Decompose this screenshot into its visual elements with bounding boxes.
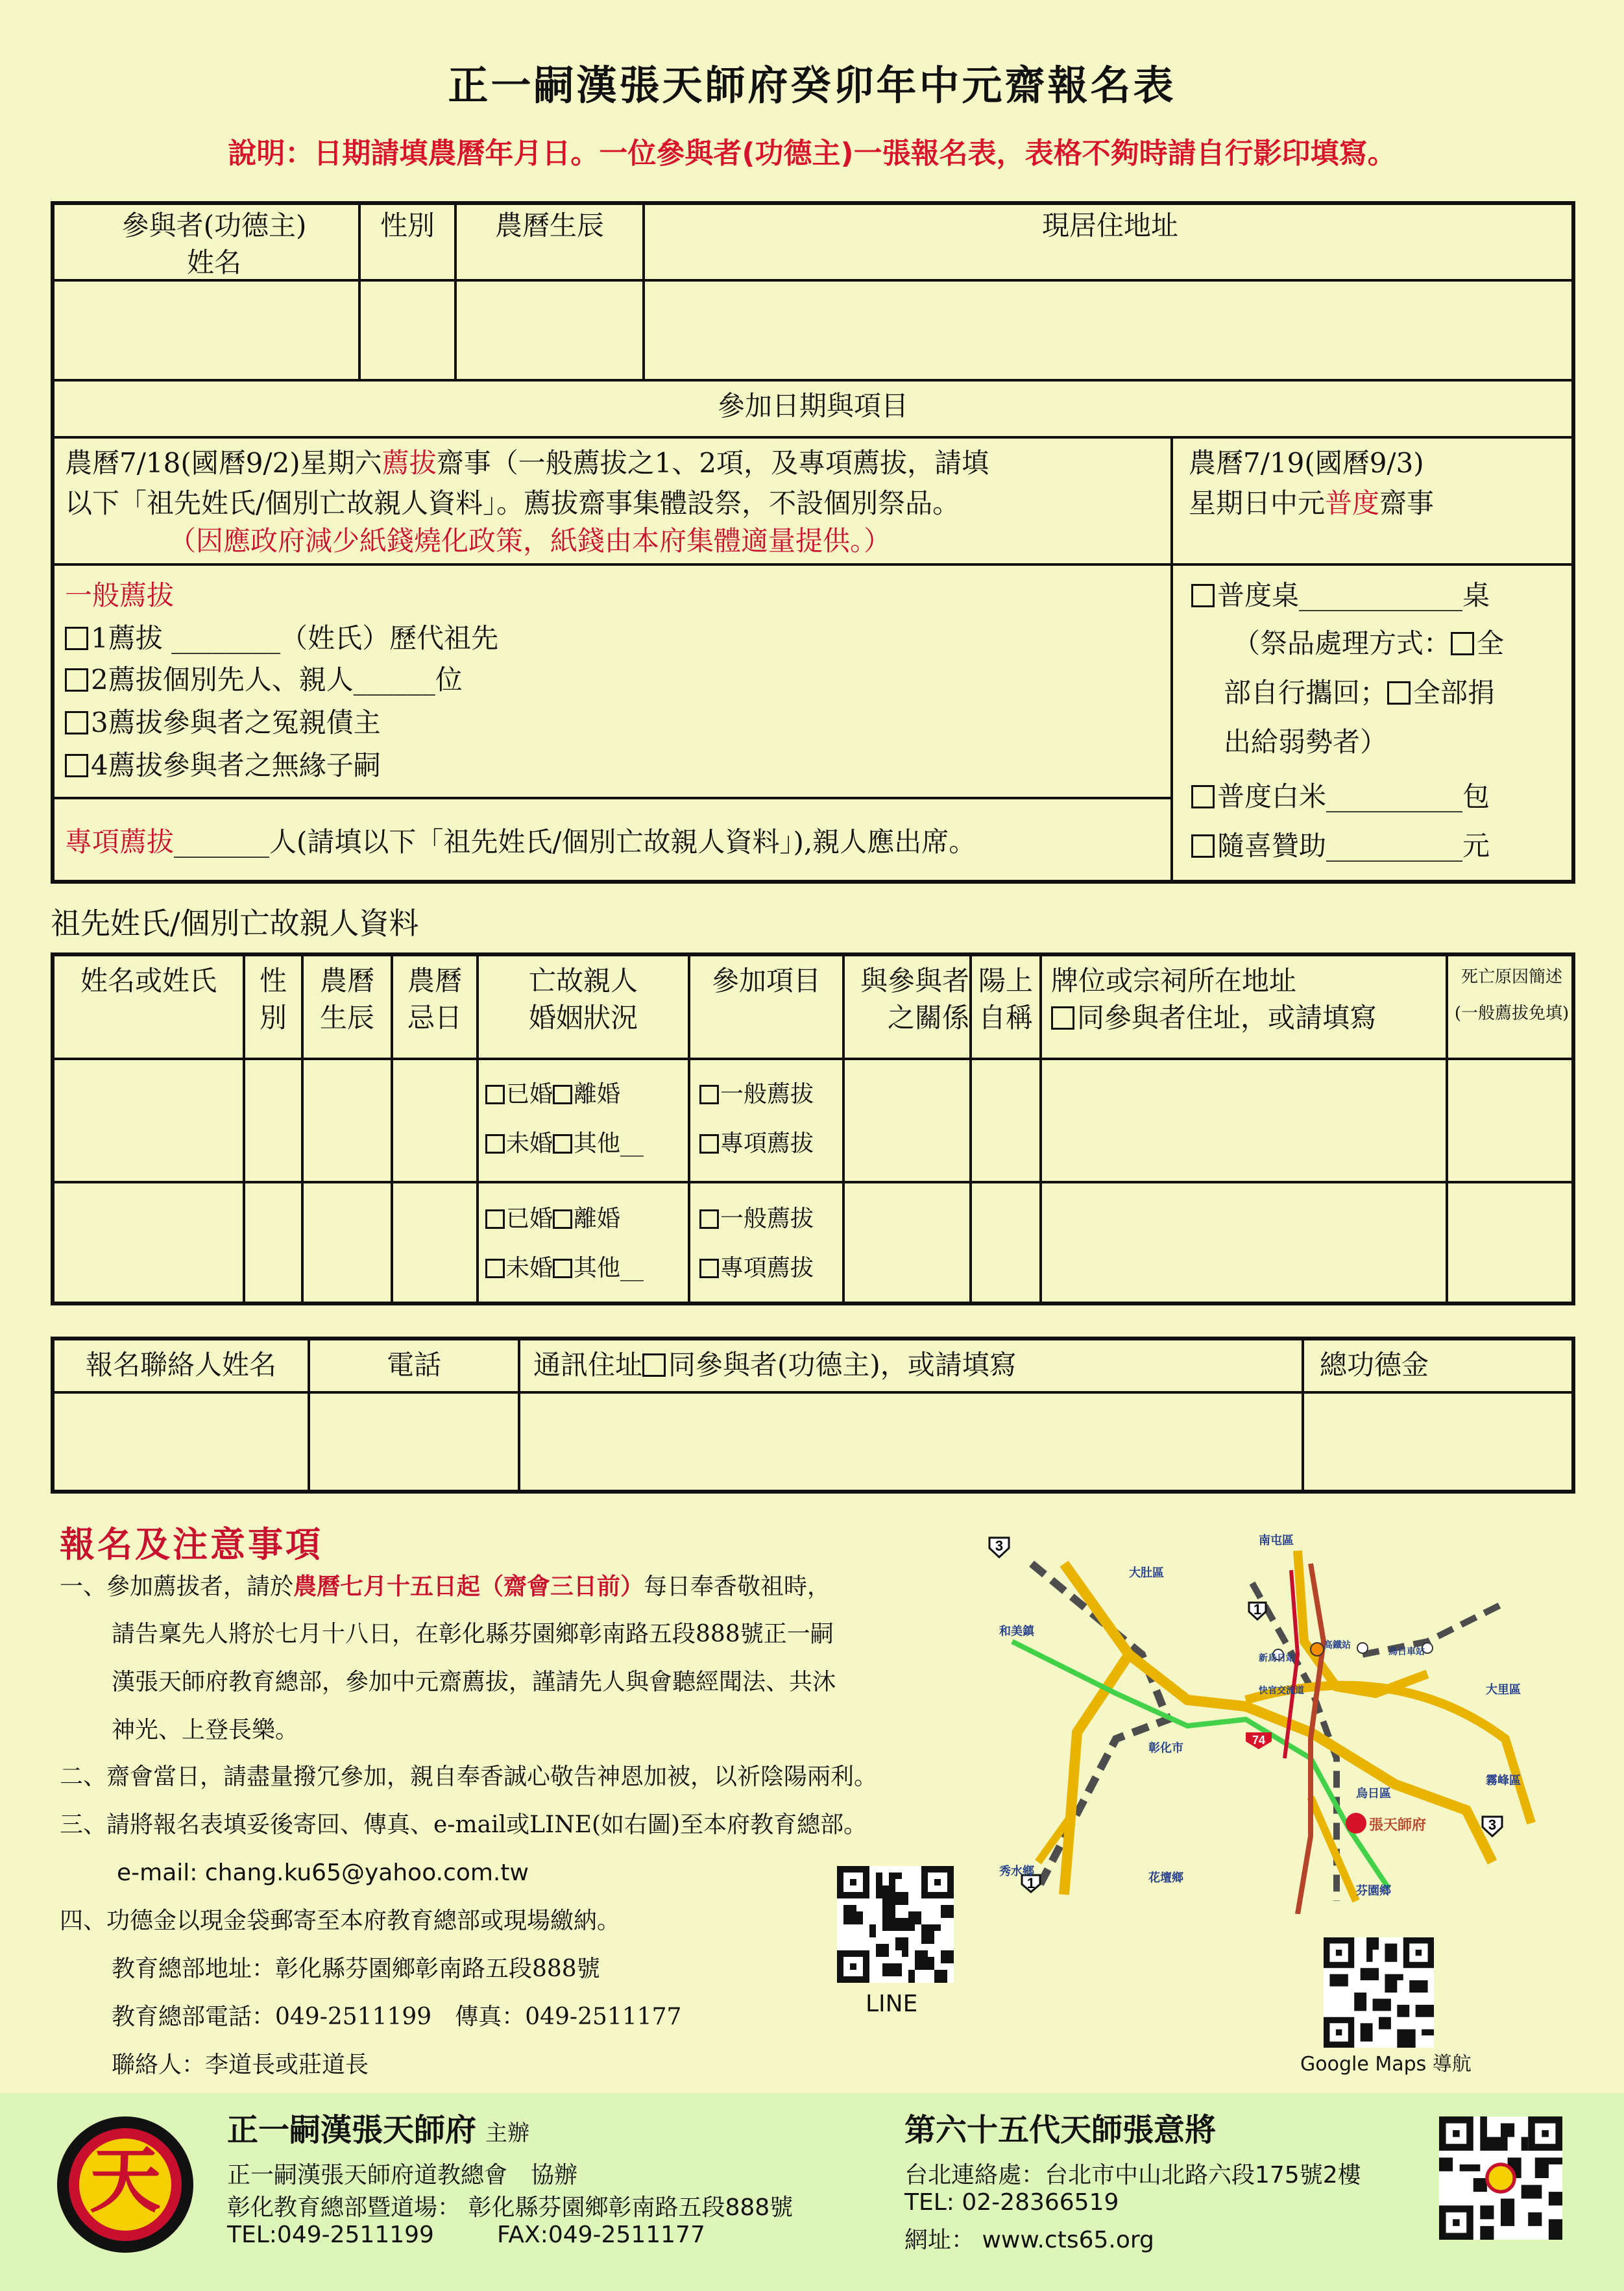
col-ancestor-sex: 性 別 bbox=[259, 965, 287, 1034]
svg-text:新烏日站: 新烏日站 bbox=[1259, 1653, 1295, 1663]
day1-line2: 以下「祖先姓氏/個別亡故親人資料」。薦拔齋事集體設祭，不設個別祭品。 bbox=[65, 487, 960, 519]
hq-phone: 教育總部電話：049-2511199 傳真：049-2511177 bbox=[112, 2004, 682, 2030]
col-marital-status: 亡故親人 婚姻狀況 bbox=[528, 965, 638, 1034]
offering-note[interactable]: （祭品處理方式： 全 bbox=[1233, 627, 1505, 659]
footer-tel: TEL:049-2511199 bbox=[227, 2222, 434, 2248]
tianshi-logo bbox=[57, 2116, 193, 2253]
note-4: 四、功德金以現金袋郵寄至本府教育總部或現場繳納。 bbox=[60, 1908, 621, 1934]
col-ancestor-name: 姓名或姓氏 bbox=[80, 965, 217, 997]
checkbox-icon[interactable] bbox=[699, 1085, 719, 1104]
checkbox-icon[interactable] bbox=[553, 1085, 572, 1104]
col-participant-name: 參與者(功德主) 姓名 bbox=[121, 210, 307, 278]
marital-options-row2b[interactable]: 未婚 其他__ bbox=[485, 1254, 644, 1284]
footer-website[interactable]: 網址： www.cts65.org bbox=[904, 2227, 1154, 2253]
svg-text:烏日區: 烏日區 bbox=[1356, 1787, 1391, 1800]
col-death-cause: 死亡原因簡述 (一般薦拔免填) bbox=[1454, 967, 1569, 1023]
checkbox-icon[interactable] bbox=[1051, 1006, 1074, 1030]
svg-text:烏日車站: 烏日車站 bbox=[1388, 1646, 1425, 1656]
contact-person: 聯絡人：李道長或莊道長 bbox=[112, 2052, 369, 2078]
general-item-3[interactable]: 3薦拔參與者之冤親債主 bbox=[65, 705, 381, 742]
participant-address-field[interactable] bbox=[645, 283, 1573, 378]
general-item-1[interactable]: 1薦拔 ________（姓氏）歷代祖先 bbox=[65, 620, 498, 657]
item-options-row2b[interactable]: 專項薦拔 bbox=[699, 1254, 814, 1284]
marital-options-row1b[interactable]: 未婚 其他__ bbox=[485, 1129, 644, 1159]
form-title: 正一嗣漢張天師府癸卯年中元齋報名表 bbox=[448, 62, 1176, 109]
location-map bbox=[973, 1525, 1544, 1914]
svg-text:霧峰區: 霧峰區 bbox=[1486, 1774, 1521, 1787]
checkbox-icon[interactable] bbox=[699, 1209, 719, 1229]
general-item-2[interactable]: 2薦拔個別先人、親人______位 bbox=[65, 662, 463, 699]
line-qr-code[interactable] bbox=[837, 1866, 954, 1983]
pudu-rice-option[interactable]: 普度白米__________包 bbox=[1191, 779, 1490, 816]
footer-org: 正一嗣漢張天師府 主辦 bbox=[227, 2112, 530, 2148]
google-maps-qr-code[interactable] bbox=[1324, 1937, 1434, 2048]
col-address: 現居住地址 bbox=[1041, 210, 1178, 241]
col-tablet-address[interactable]: 牌位或宗祠所在地址 同參與者住址，或請填寫 bbox=[1051, 965, 1377, 1034]
dates-header: 參加日期與項目 bbox=[717, 390, 908, 422]
day1-line3: （因應政府減少紙錢燒化政策，紙錢由本府集體適量提供。） bbox=[169, 525, 891, 557]
svg-text:張天師府: 張天師府 bbox=[1369, 1817, 1427, 1833]
general-item-4[interactable]: 4薦拔參與者之無緣子嗣 bbox=[65, 747, 381, 784]
col-total-donation: 總功德金 bbox=[1320, 1349, 1429, 1381]
day1-line1: 農曆7/18(國曆9/2)星期六薦拔齋事（一般薦拔之1、2項，及專項薦拔，請填 bbox=[65, 447, 989, 479]
col-self-title: 陽上 自稱 bbox=[978, 965, 1033, 1034]
note-1: 一、參加薦拔者，請於農曆七月十五日起（齋會三日前）每日奉香敬祖時， bbox=[60, 1573, 831, 1600]
col-contact-phone: 電話 bbox=[386, 1349, 441, 1381]
hq-address: 教育總部地址：彰化縣芬園鄉彰南路五段888號 bbox=[112, 1956, 600, 1982]
checkbox-icon[interactable] bbox=[485, 1134, 505, 1154]
checkbox-icon[interactable] bbox=[65, 711, 88, 734]
svg-text:芬園鄉: 芬園鄉 bbox=[1356, 1884, 1391, 1897]
item-options-row1[interactable]: 一般薦拔 bbox=[699, 1080, 814, 1110]
checkbox-icon[interactable] bbox=[1451, 632, 1474, 655]
svg-text:大里區: 大里區 bbox=[1486, 1683, 1521, 1696]
item-options-row1b[interactable]: 專項薦拔 bbox=[699, 1129, 814, 1159]
checkbox-icon[interactable] bbox=[485, 1209, 505, 1229]
svg-text:大肚區: 大肚區 bbox=[1129, 1566, 1164, 1579]
col-contact-name: 報名聯絡人姓名 bbox=[85, 1349, 276, 1381]
offering-note-3: 出給弱勢者） bbox=[1224, 726, 1388, 758]
note-1c: 請告稟先人將於七月十八日，在彰化縣芬園鄉彰南路五段888號正一嗣 bbox=[112, 1621, 834, 1647]
col-sex: 性別 bbox=[380, 210, 435, 241]
col-participation-item: 參加項目 bbox=[711, 965, 821, 997]
col-ancestor-death: 農曆 忌日 bbox=[407, 965, 462, 1034]
svg-text:和美鎮: 和美鎮 bbox=[999, 1625, 1034, 1638]
checkbox-icon[interactable] bbox=[65, 668, 88, 692]
pudu-table-option[interactable]: 普度桌____________桌 bbox=[1191, 577, 1490, 614]
checkbox-icon[interactable] bbox=[1387, 681, 1411, 705]
marital-options-row1[interactable]: 已婚 離婚 bbox=[485, 1080, 620, 1110]
marital-options-row2[interactable]: 已婚 離婚 bbox=[485, 1204, 620, 1235]
footer-assoc: 正一嗣漢張天師府道教總會 協辦 bbox=[227, 2162, 578, 2188]
checkbox-icon[interactable] bbox=[485, 1085, 505, 1104]
checkbox-icon[interactable] bbox=[553, 1134, 572, 1154]
route-3-marker: 3 bbox=[995, 1538, 1004, 1554]
svg-text:秀水鄉: 秀水鄉 bbox=[999, 1865, 1034, 1878]
footer-qr-code[interactable] bbox=[1439, 2116, 1562, 2240]
footer-hq: 彰化教育總部暨道場： 彰化縣芬園鄉彰南路五段888號 bbox=[227, 2194, 794, 2221]
col-ancestor-birth: 農曆 生辰 bbox=[319, 965, 374, 1034]
day2-line1: 農曆7/19(國曆9/3) bbox=[1189, 447, 1424, 479]
col-relation: 與參與者 之關係 bbox=[860, 965, 969, 1034]
note-1e: 神光、上登長樂。 bbox=[112, 1717, 299, 1743]
instruction-notice: 說明：日期請填農曆年月日。一位參與者(功德主)一張報名表，表格不夠時請自行影印填寫。 bbox=[228, 137, 1396, 170]
item-options-row2[interactable]: 一般薦拔 bbox=[699, 1204, 814, 1235]
col-contact-address[interactable]: 通訊住址 同參與者(功德主)，或請填寫 bbox=[533, 1349, 1017, 1381]
participant-sex-field[interactable] bbox=[361, 283, 453, 378]
footer-taipei-office: 台北連絡處：台北市中山北路六段175號2樓 bbox=[904, 2162, 1361, 2188]
checkbox-icon[interactable] bbox=[553, 1209, 572, 1229]
footer-tel2: TEL: 02-28366519 bbox=[904, 2189, 1119, 2216]
checkbox-icon[interactable] bbox=[1191, 834, 1215, 858]
destination-marker bbox=[1346, 1813, 1366, 1834]
line-label: LINE bbox=[866, 1991, 918, 2017]
participant-name-field[interactable] bbox=[55, 283, 357, 378]
footer-fax: FAX:049-2511177 bbox=[497, 2222, 705, 2248]
checkbox-icon[interactable] bbox=[642, 1353, 666, 1377]
donation-option[interactable]: 隨喜贊助__________元 bbox=[1191, 828, 1490, 865]
day2-line2: 星期日中元普度齋事 bbox=[1189, 487, 1435, 519]
notes-title: 報名及注意事項 bbox=[60, 1524, 323, 1565]
note-3: 三、請將報名表填妥後寄回、傳真、e-mail或LINE(如右圖)至本府教育總部。 bbox=[60, 1812, 867, 1838]
checkbox-icon[interactable] bbox=[1191, 785, 1215, 808]
svg-text:花壇鄉: 花壇鄉 bbox=[1148, 1871, 1183, 1884]
logo-character: 天 bbox=[90, 2139, 161, 2222]
participant-birth-field[interactable] bbox=[457, 283, 641, 378]
svg-text:南屯區: 南屯區 bbox=[1259, 1534, 1294, 1547]
note-1d: 漢張天師府教育總部，參加中元齋薦拔，謹請先人與會聽經聞法、共沐 bbox=[112, 1669, 836, 1695]
offering-note-2[interactable]: 部自行攜回； 全部捐 bbox=[1224, 677, 1496, 709]
footer-master: 第六十五代天師張意將 bbox=[904, 2112, 1217, 2148]
svg-text:3: 3 bbox=[1488, 1817, 1497, 1833]
svg-text:快官交流道: 快官交流道 bbox=[1259, 1685, 1304, 1695]
checkbox-icon[interactable] bbox=[485, 1259, 505, 1278]
checkbox-icon[interactable] bbox=[65, 754, 88, 777]
note-2: 二、齋會當日，請盡量撥冗參加，親自奉香誠心敬告神恩加被，以祈陰陽兩利。 bbox=[60, 1764, 878, 1790]
google-maps-label: Google Maps 導航 bbox=[1300, 2053, 1472, 2076]
special-item[interactable]: 專項薦拔_______人(請填以下「祖先姓氏/個別亡故親人資料」),親人應出席。 bbox=[65, 826, 976, 858]
checkbox-icon[interactable] bbox=[699, 1134, 719, 1154]
checkbox-icon[interactable] bbox=[65, 627, 88, 650]
svg-text:1: 1 bbox=[1026, 1875, 1036, 1891]
col-lunar-birth: 農曆生辰 bbox=[494, 210, 604, 241]
svg-text:彰化市: 彰化市 bbox=[1148, 1741, 1183, 1754]
svg-text:74: 74 bbox=[1252, 1734, 1266, 1747]
svg-text:高鐵站: 高鐵站 bbox=[1324, 1640, 1351, 1650]
ancestor-section-title: 祖先姓氏/個別亡故親人資料 bbox=[51, 906, 419, 941]
checkbox-icon[interactable] bbox=[1191, 584, 1215, 607]
checkbox-icon[interactable] bbox=[553, 1259, 572, 1278]
checkbox-icon[interactable] bbox=[699, 1259, 719, 1278]
svg-text:1: 1 bbox=[1253, 1601, 1262, 1618]
general-title: 一般薦拔 bbox=[65, 579, 175, 611]
email-link[interactable]: e-mail: chang.ku65@yahoo.com.tw bbox=[117, 1860, 529, 1886]
